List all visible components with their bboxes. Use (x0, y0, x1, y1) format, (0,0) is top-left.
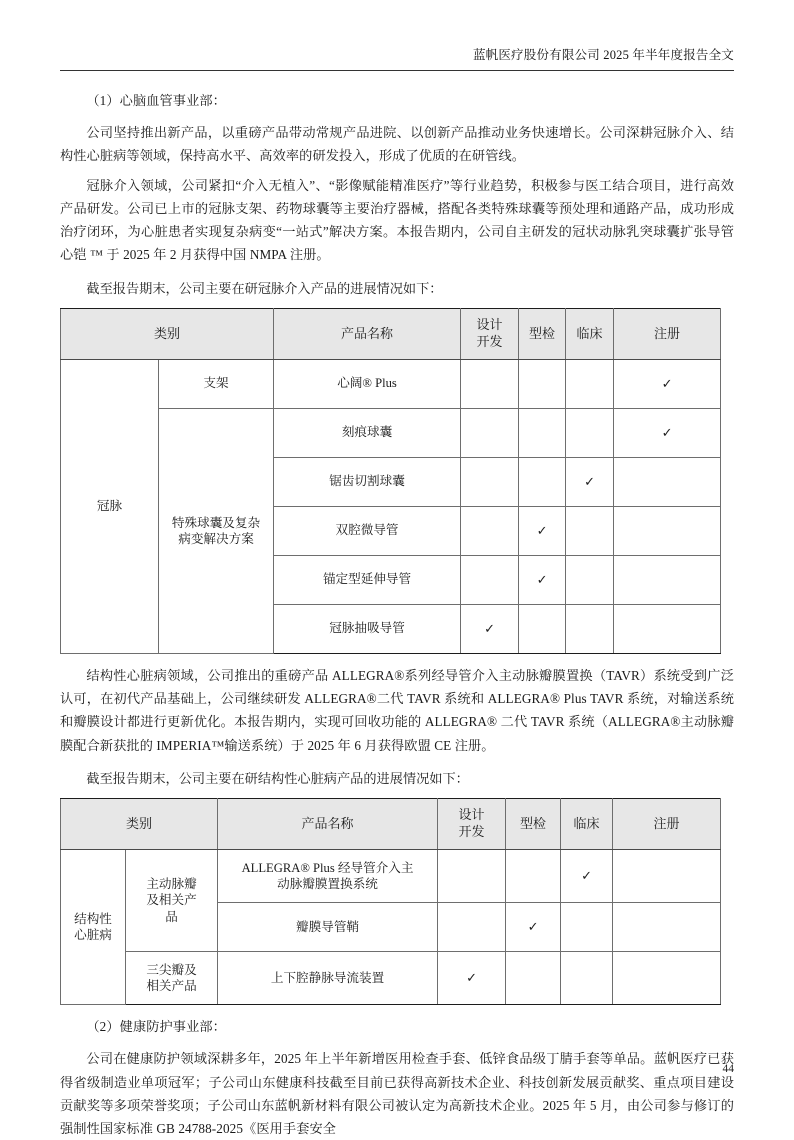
table-1-registration-cell: ✓ (614, 359, 721, 408)
table-1-product: 双腔微导管 (274, 506, 461, 555)
table-1-clinical-cell (566, 359, 614, 408)
table-row (61, 359, 721, 408)
structural-heart-pipeline-table (60, 798, 721, 1005)
table-1-product: 心阔® Plus (274, 359, 461, 408)
table-1-col-design-line2: 开发 (476, 333, 503, 349)
section-heading-2: （2）健康防护事业部： (86, 1019, 226, 1035)
table-2-header-row (61, 799, 721, 850)
table-2-product (218, 850, 438, 903)
table-1-intro: 截至报告期末，公司主要在研冠脉介入产品的进展情况如下： (86, 280, 443, 296)
table-1-design-cell (461, 555, 519, 604)
table-1-typetest-cell: ✓ (519, 506, 566, 555)
table-2-col-category: 类别 (61, 799, 218, 850)
table-1-category-coronary: 冠脉 (61, 359, 159, 653)
table-2-registration-cell (613, 903, 721, 952)
table-row (61, 850, 721, 903)
table-2-subgroup-line1: 三尖瓣及 (146, 962, 197, 977)
table-2-subgroup-aortic-valve (126, 850, 218, 952)
page-number: 44 (722, 1063, 734, 1075)
table-1-typetest-cell (519, 408, 566, 457)
table-1-subgroup-special-balloon (159, 408, 274, 653)
table-2-clinical-cell: ✓ (561, 850, 613, 903)
table-1-design-cell: ✓ (461, 604, 519, 653)
table-1-typetest-cell (519, 604, 566, 653)
page-content (60, 71, 734, 1140)
paragraph-health-protection: 公司在健康防护领域深耕多年，2025 年上半年新增医用检查手套、低锌食品级丁腈手套等单品。蓝帆医疗已获得省级制造业单项冠军；子公司山东健康科技截至目前已获得高新技术企业、科技创新发展贡献奖、重点项目建设贡献奖等多项荣誉奖项；子公司山东蓝帆新材料有限公司被认定为高新技术企业。2025 年 5 月，由公司参与修订的强制性国家标准 GB 24788-2025《医用手套安全 (60, 1051, 734, 1136)
table-1-clinical-cell (566, 555, 614, 604)
table-2-col-clinical: 临床 (561, 799, 613, 850)
table-2-category-line2: 心脏病 (74, 928, 112, 943)
table-2-col-product: 产品名称 (218, 799, 438, 850)
table-1-clinical-cell (566, 408, 614, 457)
table-2-product-line2: 动脉瓣膜置换系统 (277, 877, 378, 892)
table-1-typetest-cell (519, 457, 566, 506)
table-1-typetest-cell (519, 359, 566, 408)
table-1-clinical-cell (566, 604, 614, 653)
table-row (61, 408, 721, 457)
table-1-col-registration: 注册 (614, 308, 721, 359)
table-1-design-cell (461, 408, 519, 457)
table-2-typetest-cell (506, 952, 561, 1005)
table-1-product: 刻痕球囊 (274, 408, 461, 457)
table-2-typetest-cell (506, 850, 561, 903)
table-1-product: 冠脉抽吸导管 (274, 604, 461, 653)
table-1-registration-cell (614, 555, 721, 604)
table-2-subgroup-line2: 相关产品 (146, 979, 197, 994)
table-1-col-design-line1: 设计 (476, 317, 503, 333)
table-2-intro: 截至报告期末，公司主要在研结构性心脏病产品的进展情况如下： (86, 770, 469, 786)
table-2-clinical-cell (561, 903, 613, 952)
table-1-subgroup-line2: 病变解决方案 (178, 531, 254, 546)
table-2-clinical-cell (561, 952, 613, 1005)
table-2-subgroup-line1: 主动脉瓣 (146, 877, 197, 892)
table-2-category-structural-heart (61, 850, 126, 1005)
table-2-product-line1: ALLEGRA® Plus 经导管介入主 (241, 860, 414, 875)
running-header (60, 0, 734, 71)
table-2-design-cell (438, 903, 506, 952)
table-1-design-cell (461, 457, 519, 506)
table-1-product: 锚定型延伸导管 (274, 555, 461, 604)
table-2-typetest-cell: ✓ (506, 903, 561, 952)
table-2-product: 上下腔静脉导流装置 (218, 952, 438, 1005)
table-2-registration-cell (613, 952, 721, 1005)
table-1-product: 锯齿切割球囊 (274, 457, 461, 506)
table-2-col-registration: 注册 (613, 799, 721, 850)
table-1-registration-cell (614, 457, 721, 506)
table-1-col-clinical: 临床 (566, 308, 614, 359)
running-header-title: 蓝帆医疗股份有限公司 2025 年半年度报告全文 (472, 48, 734, 62)
table-1-design-cell (461, 359, 519, 408)
table-2-design-cell (438, 850, 506, 903)
table-1-clinical-cell: ✓ (566, 457, 614, 506)
table-1-col-design (461, 308, 519, 359)
table-1-typetest-cell: ✓ (519, 555, 566, 604)
table-2-subgroup-tricuspid (126, 952, 218, 1005)
table-2-category-line1: 结构性 (74, 911, 112, 926)
section-heading-1: （1）心脑血管事业部： (86, 93, 226, 108)
table-1-design-cell (461, 506, 519, 555)
table-1-col-typetest: 型检 (519, 308, 566, 359)
table-1-col-category: 类别 (61, 308, 274, 359)
table-1-registration-cell (614, 506, 721, 555)
table-2-design-cell: ✓ (438, 952, 506, 1005)
table-1-registration-cell (614, 604, 721, 653)
table-2-subgroup-line3: 品 (165, 909, 178, 924)
table-1-clinical-cell (566, 506, 614, 555)
table-2-col-design-line1: 设计 (458, 807, 485, 823)
table-row (61, 952, 721, 1005)
table-2-product: 瓣膜导管鞘 (218, 903, 438, 952)
table-1-subgroup-line1: 特殊球囊及复杂 (171, 515, 261, 530)
table-1-registration-cell: ✓ (614, 408, 721, 457)
table-2-col-typetest: 型检 (506, 799, 561, 850)
table-1-col-product: 产品名称 (274, 308, 461, 359)
table-1-subgroup-stent: 支架 (159, 359, 274, 408)
table-2-registration-cell (613, 850, 721, 903)
table-1-header-row (61, 308, 721, 359)
coronary-pipeline-table (60, 308, 721, 654)
paragraph-1: 公司坚持推出新产品，以重磅产品带动常规产品进院、以创新产品推动业务快速增长。公司深耕冠脉介入、结构性心脏病等领域，保持高水平、高效率的研发投入，形成了优质的在研管线。 (60, 125, 734, 164)
table-2-subgroup-line2: 及相关产 (146, 893, 197, 908)
table-2-col-design (438, 799, 506, 850)
paragraph-structural-heart: 结构性心脏病领域，公司推出的重磅产品 ALLEGRA®系列经导管介入主动脉瓣膜置换（TAVR）系统受到广泛认可，在初代产品基础上，公司继续研发 ALLEGRA®二代 TAVR 系统和 ALLEGRA® Plus TAVR 系统，对输送系统和瓣膜设计都进行更新优化。本报告期内，实现可回收功能的 ALLEGRA® 二代 TAVR 系统（ALLEGRA®主动脉瓣膜配合新获批的 IMPERIA™输送系统）于 2025 年 6 月获得欧盟 CE 注册。 (60, 667, 734, 753)
paragraph-2: 冠脉介入领域，公司紧扣“介入无植入”、“影像赋能精准医疗”等行业趋势，积极参与医工结合项目，进行高效产品研发。公司已上市的冠脉支架、药物球囊等主要治疗器械，搭配各类特殊球囊等预处理和通路产品，成功形成治疗闭环，为心脏患者实现复杂病变“一站式”解决方案。本报告期内，公司自主研发的冠状动脉乳突球囊扩张导管心铠 ™ 于 2025 年 2 月获得中国 NMPA 注册。 (60, 177, 734, 263)
table-2-col-design-line2: 开发 (458, 824, 485, 840)
